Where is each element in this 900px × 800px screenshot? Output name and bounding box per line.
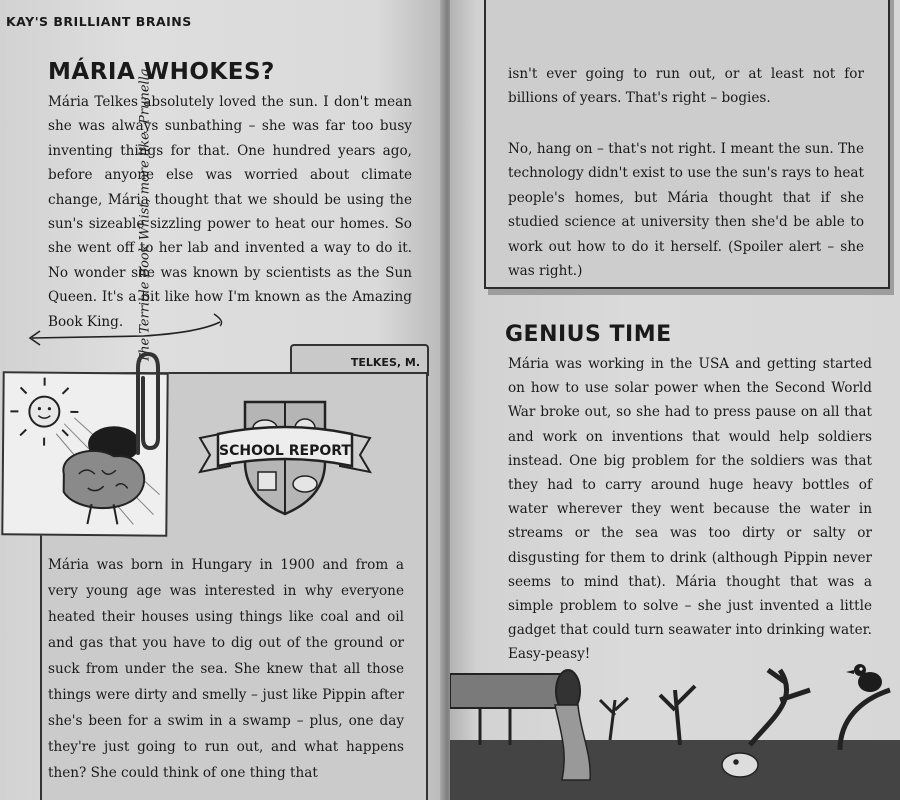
left-page	[0, 0, 444, 800]
report-paragraph: Mária was born in Hungary in 1900 and from a very young age was interested in why everyone heated their houses using things like coal and oil and gas that you have to dig out of the ground or suck from under the sea. She knew that all those things were dirty and smelly – just like Pippin after she's been for a swim in a swamp – plus, one day they're just going to run out, and what happens then? She could think of one thing that	[48, 557, 404, 781]
section-title: GENIUS TIME	[505, 322, 672, 347]
running-head: KAY'S BRILLIANT BRAINS	[6, 14, 192, 29]
handwritten-side-note: The Terrible Book Whist, more like. Prunella	[137, 68, 153, 363]
folder-label: TELKES, M.	[350, 356, 420, 369]
callout-paragraph-2: No, hang on – that's not right. I meant the sun. The technology didn't exist to use the sun's rays to heat people's homes, but Mária thought that if she studied science at university then she'd be able to work out how to do it herself. (Spoiler alert – she was right.)	[508, 141, 864, 280]
crest-banner: SCHOOL REPORT	[219, 443, 351, 459]
section-paragraph: Mária was working in the USA and getting started on how to use solar power when the Second World War broke out, so she had to press pause on all that and work on inventions that would help soldiers instead. One big problem for the soldiers was that they had to carry around huge heavy bottles of water wherever they went because the water in streams or the sea was too dirty or salty or disgusting for them to drink (although Pippin never seems to mind that). Mária thought that was a simple problem to solve – she just invented a little gadget that could turn seawater into drinking water. Easy-peasy!	[508, 356, 872, 663]
swamp-illustration	[450, 660, 900, 800]
intro-paragraph: Mária Telkes absolutely loved the sun. I don't mean she was always sunbathing – she was far too busy inventing things for that. One hundred years ago, before anyone else was worried about climate change, Mária thought that we should be using the sun's sizeable sizzling power to heat our homes. So she went off to her lab and invented a way to do it. No wonder she was known by scientists as the Sun Queen. It's a bit like how I'm known as the Amazing Book King.	[48, 94, 412, 330]
handwritten-arrow-icon	[24, 300, 224, 346]
crow-icon	[846, 664, 882, 692]
sun-icon	[10, 377, 79, 446]
shield-crest-icon	[190, 392, 380, 522]
paperclip-icon	[128, 348, 162, 458]
callout-paragraph-1: isn't ever going to run out, or at least not for billions of years. That's right – bogies.	[508, 66, 864, 107]
page-title: MÁRIA WHOKES?	[48, 59, 275, 85]
